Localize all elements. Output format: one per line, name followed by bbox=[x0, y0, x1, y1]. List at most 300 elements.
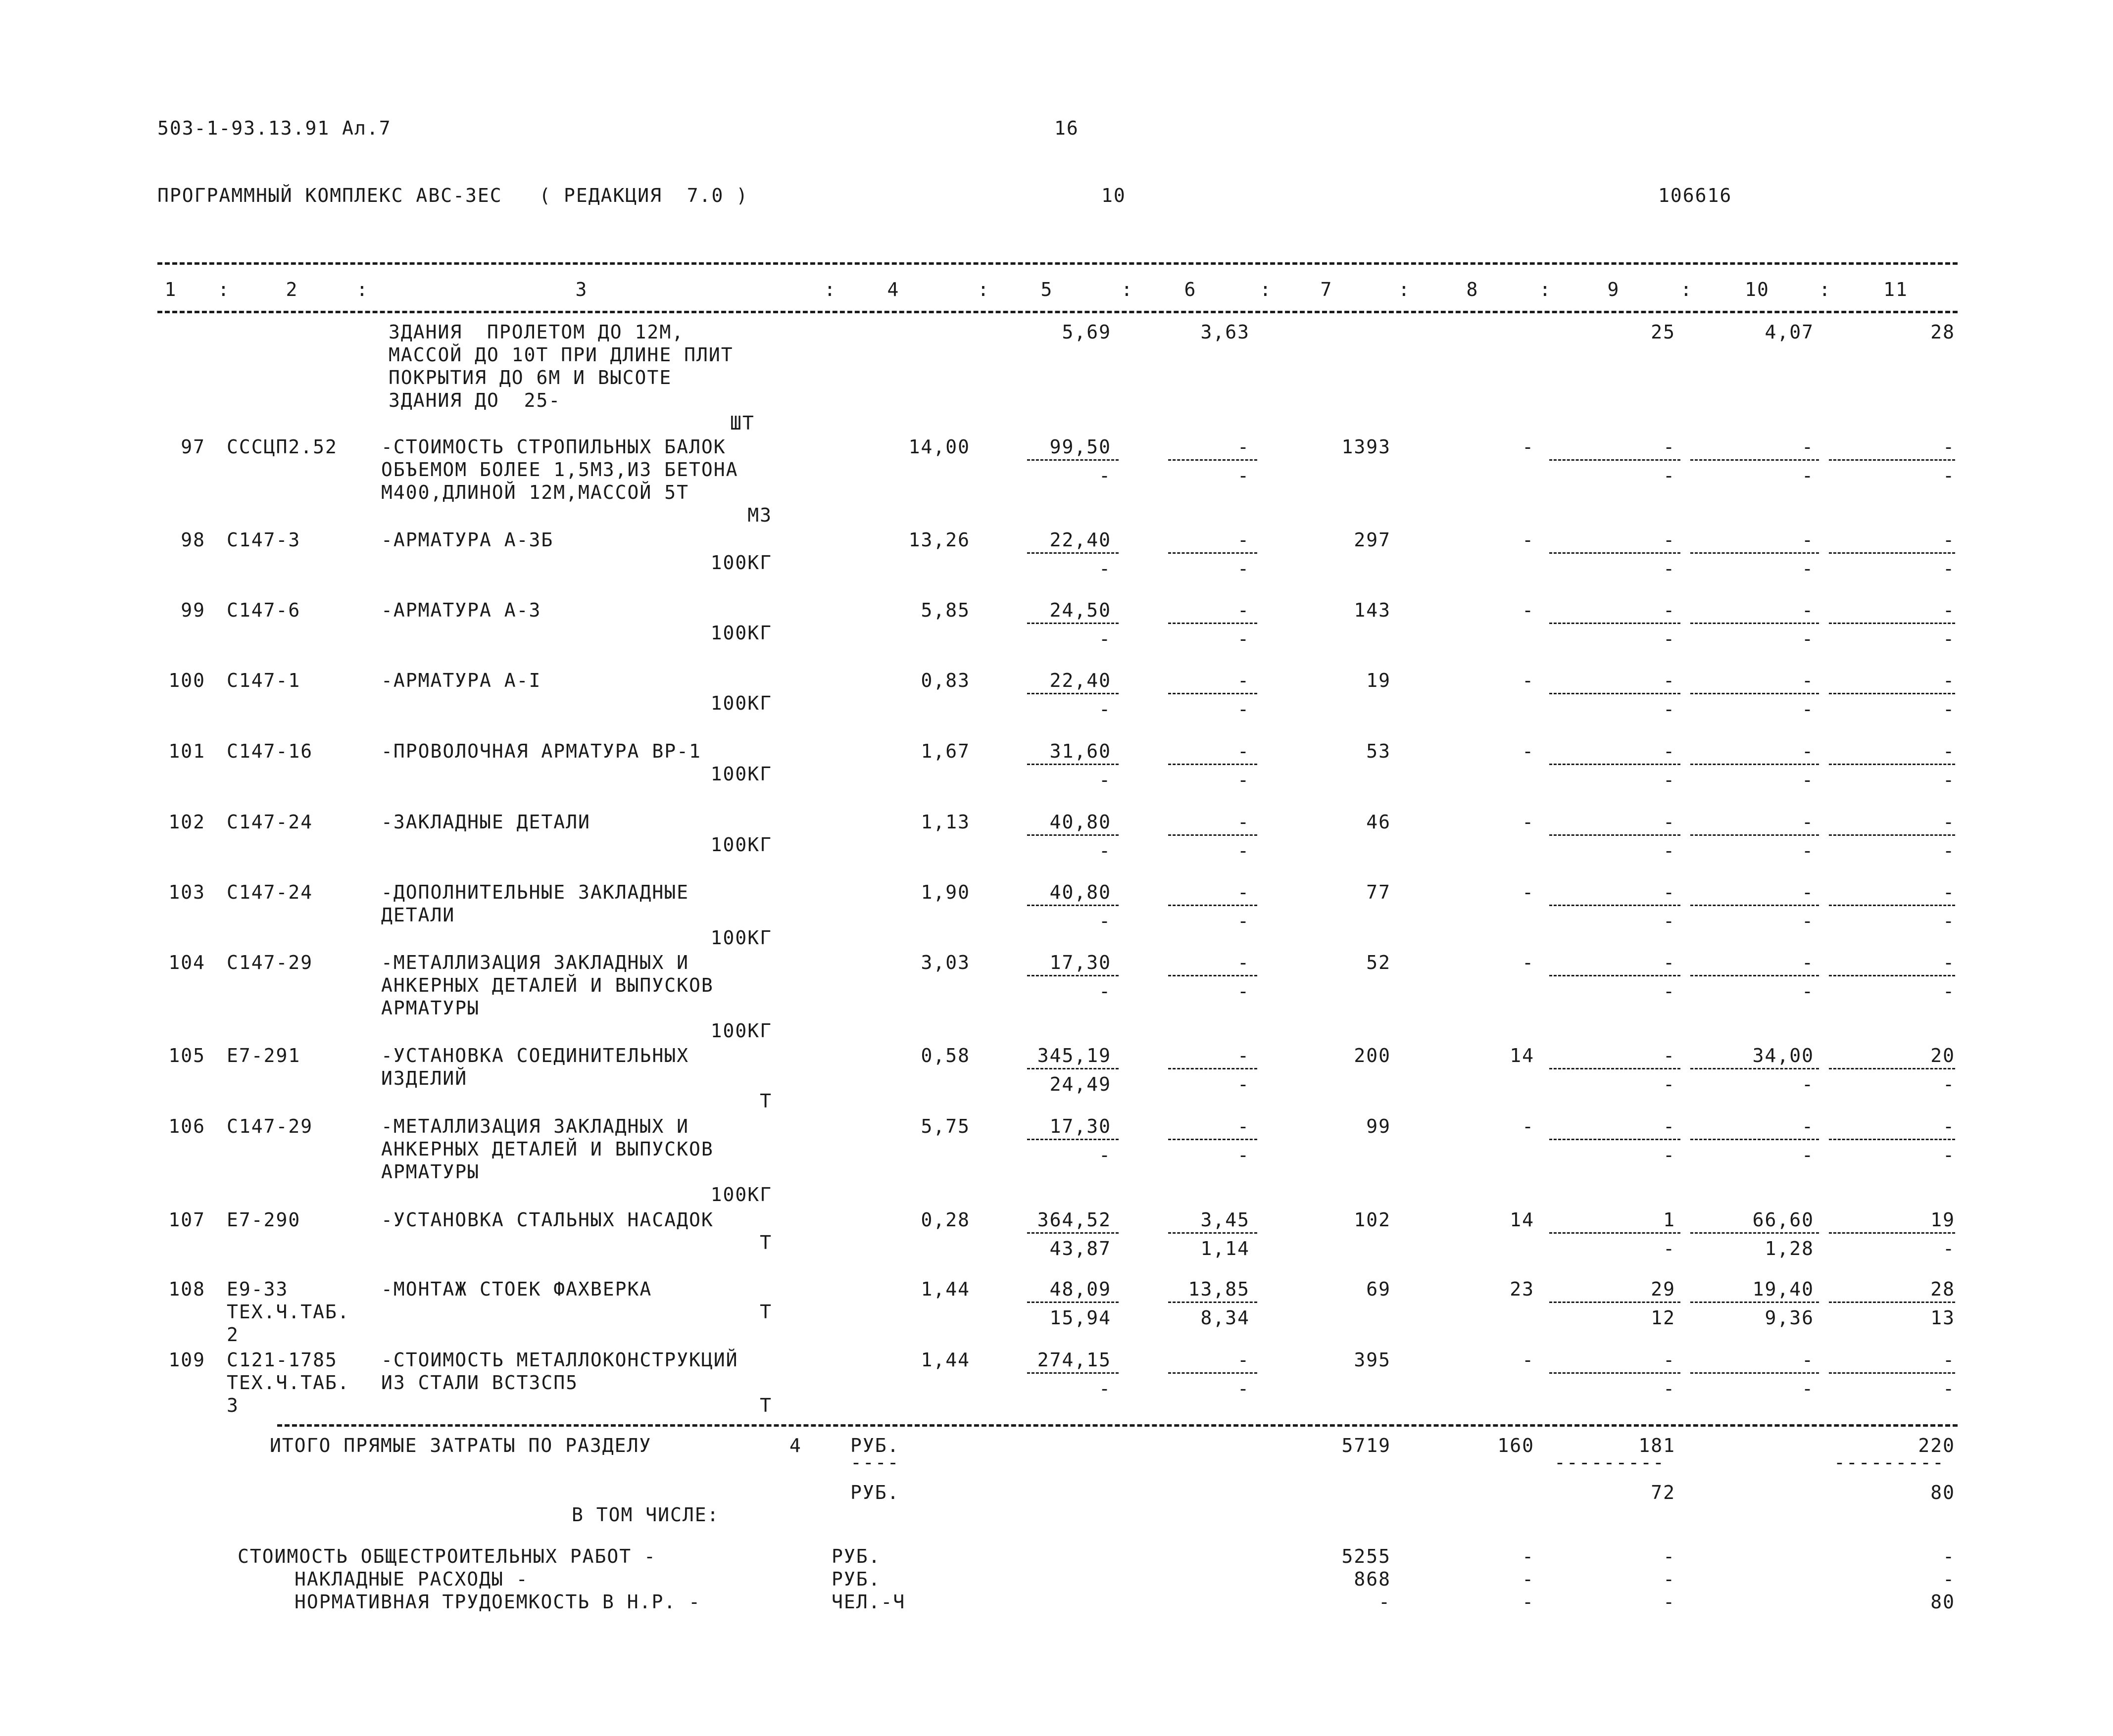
quantity: 1,13 bbox=[921, 811, 970, 833]
col-6-subvalue: - bbox=[1237, 1073, 1250, 1095]
totals-unit-rule: ---- bbox=[850, 1451, 900, 1473]
cell-rule bbox=[1549, 552, 1680, 554]
quantity: 1,44 bbox=[921, 1278, 970, 1300]
column-separator: : bbox=[824, 279, 836, 300]
col-11-subvalue: - bbox=[1943, 558, 1955, 579]
col-6-subvalue: - bbox=[1237, 465, 1250, 486]
row-number: 107 bbox=[168, 1209, 205, 1231]
intro-col5: 5,69 bbox=[1062, 321, 1111, 343]
cell-rule bbox=[1690, 834, 1819, 836]
col-6-subvalue: - bbox=[1237, 840, 1250, 862]
cell-rule bbox=[1829, 975, 1955, 976]
col-5-value: 22,40 bbox=[1049, 529, 1111, 551]
col-8-value: - bbox=[1522, 436, 1534, 458]
col-11-subvalue: - bbox=[1943, 628, 1955, 650]
work-description: ОБЪЕМОМ БОЛЕЕ 1,5М3,ИЗ БЕТОНА bbox=[381, 459, 738, 481]
cell-rule bbox=[1027, 905, 1119, 906]
unit-of-measure: Т bbox=[760, 1232, 772, 1254]
col-11-value: - bbox=[1943, 740, 1955, 762]
cell-rule bbox=[1829, 623, 1955, 624]
col-7-value: 395 bbox=[1354, 1349, 1391, 1371]
col-10-value: - bbox=[1802, 952, 1814, 973]
cell-rule bbox=[1829, 552, 1955, 554]
column-separator: : bbox=[1121, 279, 1133, 300]
col-7-value: 69 bbox=[1366, 1278, 1391, 1300]
quantity: 0,28 bbox=[921, 1209, 970, 1231]
cell-rule bbox=[1690, 905, 1819, 906]
norm-code: С147-29 bbox=[227, 1115, 313, 1137]
cell-rule bbox=[1549, 1302, 1680, 1303]
column-header-2: 2 bbox=[286, 279, 298, 300]
col-10-subvalue: 9,36 bbox=[1765, 1307, 1814, 1329]
col-11-value: - bbox=[1943, 1349, 1955, 1371]
summary-label: НОРМАТИВНАЯ ТРУДОЕМКОСТЬ В Н.Р. - bbox=[295, 1591, 701, 1613]
column-separator: : bbox=[356, 279, 369, 300]
column-separator: : bbox=[1260, 279, 1272, 300]
col-6-value: 3,45 bbox=[1200, 1209, 1250, 1231]
summary-col8: - bbox=[1522, 1568, 1534, 1590]
totals-top-rule bbox=[277, 1424, 1958, 1427]
cell-rule bbox=[1168, 1139, 1257, 1140]
col-10-subvalue: - bbox=[1802, 1144, 1814, 1166]
col-9-value: 29 bbox=[1651, 1278, 1675, 1300]
intro-text-line: ЗДАНИЯ ПРОЛЕТОМ ДО 12М, bbox=[389, 321, 685, 343]
header-bottom-rule bbox=[157, 311, 1958, 313]
unit-of-measure: М3 bbox=[747, 504, 772, 526]
col-5-value: 48,09 bbox=[1049, 1278, 1111, 1300]
col-8-value: - bbox=[1522, 1349, 1534, 1371]
unit-of-measure: 100КГ bbox=[710, 763, 772, 785]
col-11-subvalue: - bbox=[1943, 840, 1955, 862]
cell-rule bbox=[1549, 975, 1680, 976]
row-number: 105 bbox=[168, 1045, 205, 1066]
col-6-subvalue: - bbox=[1237, 980, 1250, 1002]
cell-rule bbox=[1027, 1232, 1119, 1234]
col-6-value: - bbox=[1237, 529, 1250, 551]
page-number: 16 bbox=[1054, 117, 1079, 139]
col-7-value: 200 bbox=[1354, 1045, 1391, 1066]
col-6-subvalue: - bbox=[1237, 1144, 1250, 1166]
column-separator: : bbox=[1398, 279, 1411, 300]
cell-rule bbox=[1829, 905, 1955, 906]
cell-rule bbox=[1027, 623, 1119, 624]
unit-of-measure: 100КГ bbox=[710, 552, 772, 574]
quantity: 14,00 bbox=[908, 436, 970, 458]
col-5-subvalue: - bbox=[1099, 465, 1111, 486]
row-number: 108 bbox=[168, 1278, 205, 1300]
work-description: -ДОПОЛНИТЕЛЬНЫЕ ЗАКЛАДНЫЕ bbox=[381, 881, 689, 903]
col-10-subvalue: - bbox=[1802, 1073, 1814, 1095]
totals-section-number: 4 bbox=[789, 1435, 802, 1456]
col-11-value: - bbox=[1943, 881, 1955, 903]
col-6-value: - bbox=[1237, 1115, 1250, 1137]
cell-rule bbox=[1549, 834, 1680, 836]
col-5-subvalue: - bbox=[1099, 840, 1111, 862]
col-10-value: - bbox=[1802, 599, 1814, 621]
col-5-value: 345,19 bbox=[1037, 1045, 1111, 1066]
norm-code: СССЦП2.52 bbox=[227, 436, 338, 458]
col-7-value: 143 bbox=[1354, 599, 1391, 621]
section-number: 10 bbox=[1101, 185, 1126, 206]
col-6-value: 13,85 bbox=[1188, 1278, 1250, 1300]
column-header-4: 4 bbox=[887, 279, 900, 300]
col-6-value: - bbox=[1237, 436, 1250, 458]
col-7-value: 52 bbox=[1366, 952, 1391, 973]
col-5-value: 274,15 bbox=[1037, 1349, 1111, 1371]
including-label: В ТОМ ЧИСЛЕ: bbox=[572, 1504, 720, 1526]
cell-rule bbox=[1690, 1139, 1819, 1140]
col-10-subvalue: - bbox=[1802, 840, 1814, 862]
col-9-value: - bbox=[1663, 436, 1675, 458]
cell-rule bbox=[1027, 1302, 1119, 1303]
norm-code: Е9-33 bbox=[227, 1278, 289, 1300]
col-11-value: - bbox=[1943, 599, 1955, 621]
summary-col8: - bbox=[1522, 1591, 1534, 1613]
cell-rule bbox=[1549, 1372, 1680, 1374]
col-5-value: 22,40 bbox=[1049, 670, 1111, 691]
totals-col9-rule: --------- bbox=[1554, 1451, 1665, 1473]
cell-rule bbox=[1168, 1068, 1257, 1069]
work-description: М400,ДЛИНОЙ 12М,МАССОЙ 5Т bbox=[381, 482, 689, 503]
column-header-6: 6 bbox=[1184, 279, 1197, 300]
norm-code: 3 bbox=[227, 1395, 239, 1416]
column-separator: : bbox=[1680, 279, 1693, 300]
col-6-subvalue: - bbox=[1237, 558, 1250, 579]
col-9-subvalue: - bbox=[1663, 698, 1675, 720]
norm-code: С147-3 bbox=[227, 529, 301, 551]
unit-of-measure: 100КГ bbox=[710, 692, 772, 714]
cell-rule bbox=[1168, 1302, 1257, 1303]
summary-col7: 5255 bbox=[1341, 1545, 1391, 1567]
cell-rule bbox=[1690, 1232, 1819, 1234]
cell-rule bbox=[1690, 764, 1819, 765]
unit-of-measure: Т bbox=[760, 1301, 772, 1323]
cell-rule bbox=[1829, 459, 1955, 461]
col-9-subvalue: - bbox=[1663, 465, 1675, 486]
quantity: 1,44 bbox=[921, 1349, 970, 1371]
norm-code: 2 bbox=[227, 1324, 239, 1346]
col-5-subvalue: - bbox=[1099, 628, 1111, 650]
column-header-11: 11 bbox=[1883, 279, 1908, 300]
col-5-subvalue: 43,87 bbox=[1049, 1238, 1111, 1259]
intro-text-line: ПОКРЫТИЯ ДО 6М И ВЫСОТЕ bbox=[389, 367, 672, 388]
col-11-value: - bbox=[1943, 811, 1955, 833]
norm-code: С147-24 bbox=[227, 881, 313, 903]
norm-code: ТЕХ.Ч.ТАБ. bbox=[227, 1372, 350, 1394]
col-9-value: - bbox=[1663, 599, 1675, 621]
cell-rule bbox=[1829, 1068, 1955, 1069]
col-5-subvalue: - bbox=[1099, 698, 1111, 720]
col-9-value: 1 bbox=[1663, 1209, 1675, 1231]
col-9-subvalue: - bbox=[1663, 769, 1675, 791]
col-6-subvalue: 8,34 bbox=[1200, 1307, 1250, 1329]
col-9-subvalue: - bbox=[1663, 840, 1675, 862]
col-8-value: - bbox=[1522, 881, 1534, 903]
doc-code: 503-1-93.13.91 Ал.7 bbox=[157, 117, 392, 139]
col-9-value: - bbox=[1663, 811, 1675, 833]
col-6-subvalue: - bbox=[1237, 698, 1250, 720]
cell-rule bbox=[1829, 1302, 1955, 1303]
col-10-value: 66,60 bbox=[1752, 1209, 1814, 1231]
col-8-value: - bbox=[1522, 599, 1534, 621]
cell-rule bbox=[1027, 552, 1119, 554]
col-5-value: 31,60 bbox=[1049, 740, 1111, 762]
work-description: АРМАТУРЫ bbox=[381, 1161, 480, 1183]
row-number: 100 bbox=[168, 670, 205, 691]
intro-unit: ШТ bbox=[730, 412, 755, 434]
totals-col9-sub: 72 bbox=[1651, 1482, 1675, 1503]
cell-rule bbox=[1549, 459, 1680, 461]
col-10-value: 34,00 bbox=[1752, 1045, 1814, 1066]
row-number: 102 bbox=[168, 811, 205, 833]
quantity: 1,90 bbox=[921, 881, 970, 903]
cell-rule bbox=[1690, 459, 1819, 461]
col-10-subvalue: - bbox=[1802, 910, 1814, 932]
col-6-subvalue: - bbox=[1237, 1378, 1250, 1399]
col-7-value: 53 bbox=[1366, 740, 1391, 762]
col-10-value: - bbox=[1802, 529, 1814, 551]
col-5-value: 24,50 bbox=[1049, 599, 1111, 621]
col-8-value: 14 bbox=[1510, 1209, 1534, 1231]
summary-col9: - bbox=[1663, 1591, 1675, 1613]
summary-label: СТОИМОСТЬ ОБЩЕСТРОИТЕЛЬНЫХ РАБОТ - bbox=[238, 1545, 656, 1567]
col-9-subvalue: - bbox=[1663, 1378, 1675, 1399]
col-11-subvalue: 13 bbox=[1930, 1307, 1955, 1329]
column-separator: : bbox=[218, 279, 230, 300]
col-5-value: 99,50 bbox=[1049, 436, 1111, 458]
col-6-subvalue: - bbox=[1237, 769, 1250, 791]
work-description: -УСТАНОВКА СТАЛЬНЫХ НАСАДОК bbox=[381, 1209, 714, 1231]
cell-rule bbox=[1168, 834, 1257, 836]
col-7-value: 77 bbox=[1366, 881, 1391, 903]
work-description: -МОНТАЖ СТОЕК ФАХВЕРКА bbox=[381, 1278, 652, 1300]
summary-col7: 868 bbox=[1354, 1568, 1391, 1590]
col-9-value: - bbox=[1663, 881, 1675, 903]
col-10-value: - bbox=[1802, 881, 1814, 903]
cell-rule bbox=[1549, 764, 1680, 765]
totals-label: ИТОГО ПРЯМЫЕ ЗАТРАТЫ ПО РАЗДЕЛУ bbox=[270, 1435, 652, 1456]
cell-rule bbox=[1829, 1372, 1955, 1374]
quantity: 0,58 bbox=[921, 1045, 970, 1066]
col-7-value: 19 bbox=[1366, 670, 1391, 691]
col-9-subvalue: 12 bbox=[1651, 1307, 1675, 1329]
unit-of-measure: 100КГ bbox=[710, 1020, 772, 1042]
column-header-8: 8 bbox=[1466, 279, 1479, 300]
cell-rule bbox=[1549, 623, 1680, 624]
norm-code: С147-6 bbox=[227, 599, 301, 621]
intro-col10: 4,07 bbox=[1765, 321, 1814, 343]
row-number: 109 bbox=[168, 1349, 205, 1371]
col-5-value: 40,80 bbox=[1049, 811, 1111, 833]
col-9-subvalue: - bbox=[1663, 910, 1675, 932]
norm-code: С147-24 bbox=[227, 811, 313, 833]
col-6-value: - bbox=[1237, 1349, 1250, 1371]
col-7-value: 102 bbox=[1354, 1209, 1391, 1231]
col-10-value: - bbox=[1802, 436, 1814, 458]
col-9-value: - bbox=[1663, 1045, 1675, 1066]
cell-rule bbox=[1549, 1232, 1680, 1234]
col-8-value: - bbox=[1522, 670, 1534, 691]
totals-col8: 160 bbox=[1497, 1435, 1534, 1456]
cell-rule bbox=[1829, 693, 1955, 694]
col-11-value: 28 bbox=[1930, 1278, 1955, 1300]
col-6-value: - bbox=[1237, 670, 1250, 691]
col-10-subvalue: - bbox=[1802, 769, 1814, 791]
work-description: ИЗДЕЛИЙ bbox=[381, 1067, 468, 1089]
col-8-value: 14 bbox=[1510, 1045, 1534, 1066]
col-5-subvalue: - bbox=[1099, 910, 1111, 932]
col-5-subvalue: - bbox=[1099, 1144, 1111, 1166]
row-number: 99 bbox=[181, 599, 205, 621]
column-separator: : bbox=[1539, 279, 1552, 300]
cell-rule bbox=[1690, 623, 1819, 624]
work-description: -УСТАНОВКА СОЕДИНИТЕЛЬНЫХ bbox=[381, 1045, 689, 1066]
col-10-value: 19,40 bbox=[1752, 1278, 1814, 1300]
col-6-value: - bbox=[1237, 952, 1250, 973]
col-8-value: - bbox=[1522, 811, 1534, 833]
cell-rule bbox=[1027, 1372, 1119, 1374]
col-10-value: - bbox=[1802, 670, 1814, 691]
intro-text-line: ЗДАНИЯ ДО 25- bbox=[389, 389, 561, 411]
col-5-subvalue: - bbox=[1099, 980, 1111, 1002]
cell-rule bbox=[1829, 764, 1955, 765]
table-top-rule bbox=[157, 262, 1958, 265]
totals-col7: 5719 bbox=[1341, 1435, 1391, 1456]
summary-col7: - bbox=[1378, 1591, 1391, 1613]
work-description: АНКЕРНЫХ ДЕТАЛЕЙ И ВЫПУСКОВ bbox=[381, 974, 714, 996]
totals-unit: РУБ. bbox=[850, 1435, 900, 1456]
totals-unit-2: РУБ. bbox=[850, 1482, 900, 1503]
col-5-value: 17,30 bbox=[1049, 952, 1111, 973]
col-7-value: 46 bbox=[1366, 811, 1391, 833]
work-description: ДЕТАЛИ bbox=[381, 904, 455, 926]
work-description: -ЗАКЛАДНЫЕ ДЕТАЛИ bbox=[381, 811, 590, 833]
summary-unit: РУБ. bbox=[832, 1545, 881, 1567]
cell-rule bbox=[1027, 834, 1119, 836]
col-5-subvalue: - bbox=[1099, 1378, 1111, 1399]
unit-of-measure: Т bbox=[760, 1090, 772, 1112]
col-7-value: 1393 bbox=[1341, 436, 1391, 458]
cell-rule bbox=[1168, 623, 1257, 624]
intro-text-line: МАССОЙ ДО 10Т ПРИ ДЛИНЕ ПЛИТ bbox=[389, 344, 734, 366]
col-11-value: - bbox=[1943, 1115, 1955, 1137]
col-6-subvalue: 1,14 bbox=[1200, 1238, 1250, 1259]
quantity: 5,85 bbox=[921, 599, 970, 621]
col-5-subvalue: - bbox=[1099, 769, 1111, 791]
work-description: ИЗ СТАЛИ ВСТ3СП5 bbox=[381, 1372, 579, 1394]
totals-col11-sub: 80 bbox=[1930, 1482, 1955, 1503]
col-10-value: - bbox=[1802, 740, 1814, 762]
column-separator: : bbox=[978, 279, 990, 300]
col-9-subvalue: - bbox=[1663, 628, 1675, 650]
col-11-subvalue: - bbox=[1943, 1144, 1955, 1166]
cell-rule bbox=[1829, 834, 1955, 836]
cell-rule bbox=[1027, 693, 1119, 694]
summary-col9: - bbox=[1663, 1568, 1675, 1590]
program-title: ПРОГРАММНЫЙ КОМПЛЕКС АВС-ЗЕС ( РЕДАКЦИЯ 7.0 ) bbox=[157, 185, 749, 206]
summary-col8: - bbox=[1522, 1545, 1534, 1567]
column-header-5: 5 bbox=[1040, 279, 1053, 300]
col-10-subvalue: - bbox=[1802, 628, 1814, 650]
norm-code: С147-1 bbox=[227, 670, 301, 691]
work-description: -АРМАТУРА А-3Б bbox=[381, 529, 554, 551]
col-10-subvalue: - bbox=[1802, 1378, 1814, 1399]
col-9-subvalue: - bbox=[1663, 1144, 1675, 1166]
col-11-value: 19 bbox=[1930, 1209, 1955, 1231]
col-10-subvalue: - bbox=[1802, 465, 1814, 486]
col-10-value: - bbox=[1802, 1349, 1814, 1371]
intro-col9: 25 bbox=[1651, 321, 1675, 343]
col-9-value: - bbox=[1663, 1115, 1675, 1137]
cell-rule bbox=[1549, 1139, 1680, 1140]
col-11-subvalue: - bbox=[1943, 910, 1955, 932]
col-9-value: - bbox=[1663, 1349, 1675, 1371]
col-11-value: - bbox=[1943, 952, 1955, 973]
col-9-subvalue: - bbox=[1663, 980, 1675, 1002]
work-description: АНКЕРНЫХ ДЕТАЛЕЙ И ВЫПУСКОВ bbox=[381, 1138, 714, 1160]
column-header-9: 9 bbox=[1607, 279, 1620, 300]
col-11-value: 20 bbox=[1930, 1045, 1955, 1066]
col-8-value: - bbox=[1522, 529, 1534, 551]
norm-code: С147-16 bbox=[227, 740, 313, 762]
row-number: 104 bbox=[168, 952, 205, 973]
quantity: 3,03 bbox=[921, 952, 970, 973]
row-number: 106 bbox=[168, 1115, 205, 1137]
unit-of-measure: 100КГ bbox=[710, 834, 772, 856]
column-separator: : bbox=[1819, 279, 1831, 300]
totals-col11-rule: --------- bbox=[1834, 1451, 1945, 1473]
col-5-subvalue: 15,94 bbox=[1049, 1307, 1111, 1329]
document-code: 106616 bbox=[1658, 185, 1732, 206]
col-5-value: 17,30 bbox=[1049, 1115, 1111, 1137]
cell-rule bbox=[1690, 1372, 1819, 1374]
cell-rule bbox=[1549, 905, 1680, 906]
cell-rule bbox=[1829, 1232, 1955, 1234]
col-6-value: - bbox=[1237, 740, 1250, 762]
summary-col9: - bbox=[1663, 1545, 1675, 1567]
cell-rule bbox=[1829, 1139, 1955, 1140]
unit-of-measure: 100КГ bbox=[710, 622, 772, 644]
col-5-subvalue: - bbox=[1099, 558, 1111, 579]
cell-rule bbox=[1027, 975, 1119, 976]
row-number: 103 bbox=[168, 881, 205, 903]
summary-col11: - bbox=[1943, 1545, 1955, 1567]
col-6-subvalue: - bbox=[1237, 628, 1250, 650]
work-description: -АРМАТУРА А-3 bbox=[381, 599, 541, 621]
col-11-subvalue: - bbox=[1943, 698, 1955, 720]
summary-col11: 80 bbox=[1930, 1591, 1955, 1613]
quantity: 13,26 bbox=[908, 529, 970, 551]
col-10-value: - bbox=[1802, 811, 1814, 833]
col-11-subvalue: - bbox=[1943, 465, 1955, 486]
col-8-value: - bbox=[1522, 740, 1534, 762]
col-5-value: 40,80 bbox=[1049, 881, 1111, 903]
work-description: -СТОИМОСТЬ СТРОПИЛЬНЫХ БАЛОК bbox=[381, 436, 726, 458]
work-description: АРМАТУРЫ bbox=[381, 997, 480, 1019]
totals-col9: 181 bbox=[1638, 1435, 1675, 1456]
col-6-value: - bbox=[1237, 1045, 1250, 1066]
totals-col11: 220 bbox=[1918, 1435, 1955, 1456]
work-description: -СТОИМОСТЬ МЕТАЛЛОКОНСТРУКЦИЙ bbox=[381, 1349, 738, 1371]
work-description: -ПРОВОЛОЧНАЯ АРМАТУРА ВР-1 bbox=[381, 740, 701, 762]
work-description: -МЕТАЛЛИЗАЦИЯ ЗАКЛАДНЫХ И bbox=[381, 1115, 689, 1137]
col-9-value: - bbox=[1663, 740, 1675, 762]
cell-rule bbox=[1027, 1068, 1119, 1069]
col-11-value: - bbox=[1943, 436, 1955, 458]
cell-rule bbox=[1168, 693, 1257, 694]
col-11-value: - bbox=[1943, 529, 1955, 551]
row-number: 101 bbox=[168, 740, 205, 762]
